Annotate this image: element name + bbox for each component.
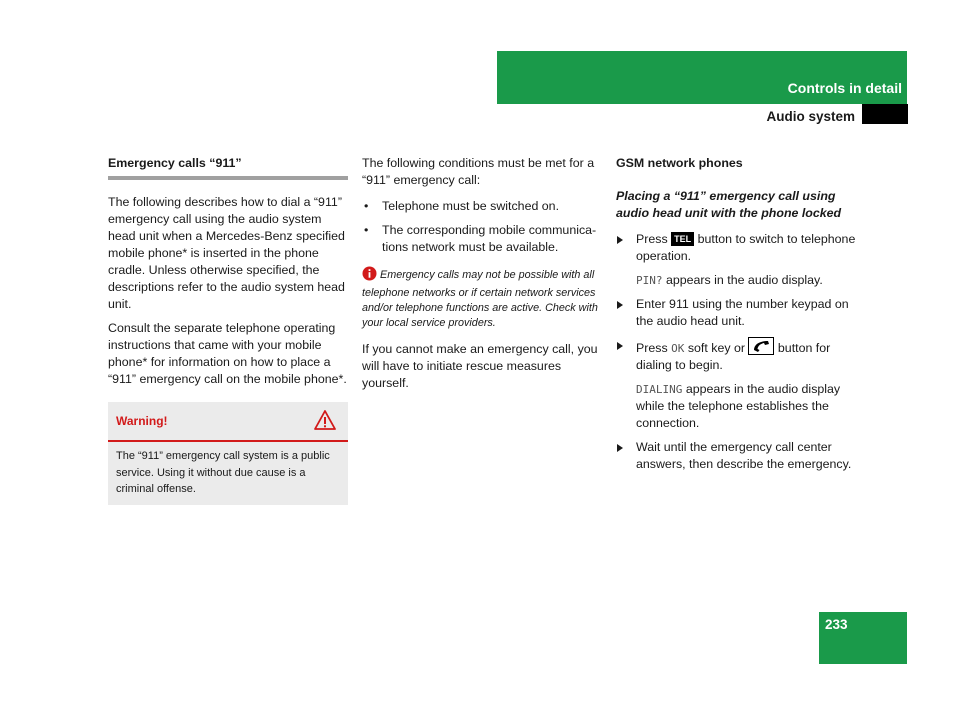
arrow-bullet-icon (617, 444, 623, 452)
step-text: Press (636, 341, 668, 355)
step-enter-911 (616, 296, 856, 330)
placing-call-subheading: Placing a “911” emergency call using audio head unit with the phone locked (616, 189, 842, 220)
intro-paragraph: The following describes how to dial a “911” emergency call using the audio system head unit when a Mercedes-Benz specified mobile phone* is inserted in the phone cradle. Unless otherwise specified, the descriptions refer to the audio system head unit. (108, 195, 345, 311)
dialing-display-note (616, 381, 856, 432)
step-text: soft key or (687, 341, 745, 355)
arrow-bullet-icon (617, 236, 623, 244)
list-item (362, 222, 602, 256)
pin-text: appears in the audio display. (665, 273, 823, 287)
step-text: Press (636, 232, 668, 246)
warning-box (108, 402, 348, 505)
gsm-heading: GSM network phones (616, 156, 743, 170)
column-2 (362, 155, 602, 399)
ok-key: OK (671, 342, 685, 355)
rescue-paragraph: If you cannot make an emergency call, you will have to initiate rescue measures yourself. (362, 342, 598, 390)
consult-paragraph: Consult the separate telephone operating instructions that came with your mobile phone* for information on how to place a “911” emergency call on the mobile phone*. (108, 321, 347, 386)
dialing-display: DIALING (636, 383, 683, 396)
conditions-intro: The following conditions must be met for a “911” emergency call: (362, 156, 595, 187)
emergency-heading: Emergency calls “911” (108, 155, 348, 180)
condition-text: The corresponding mobile communica-tions network must be available. (382, 223, 597, 254)
section-title: Controls in detail (787, 80, 902, 96)
step-wait (616, 439, 856, 473)
arrow-bullet-icon (617, 301, 623, 309)
step-press-tel (616, 231, 856, 265)
step-text: button to switch to telephone operation. (636, 232, 856, 263)
bullet-dot: • (364, 199, 369, 213)
warning-header (108, 402, 348, 442)
conditions-list (362, 198, 602, 256)
phone-handset-icon (748, 337, 774, 355)
step-press-ok (616, 337, 856, 374)
arrow-bullet-icon (617, 342, 623, 350)
column-1 (108, 155, 348, 505)
pin-display: PIN? (636, 274, 663, 287)
list-item (362, 198, 602, 215)
tel-key-icon: TEL (671, 232, 694, 246)
warning-label: Warning! (116, 414, 168, 428)
info-icon (362, 266, 377, 286)
column-3 (616, 155, 856, 480)
warning-text: The “911” emergency call system is a public service. Using it without due cause is a criminal offense. (116, 450, 330, 495)
page-number: 233 (825, 617, 848, 632)
warning-triangle-icon (314, 410, 336, 435)
condition-text: Telephone must be switched on. (382, 199, 560, 213)
step-text: Wait until the emergency call center answers, then describe the emergency. (636, 440, 852, 471)
section-subtitle: Audio system (766, 109, 855, 124)
info-text: Emergency calls may not be possible with all telephone networks or if certain network services and/or telephone functions are active. Check with your local service providers. (362, 269, 598, 329)
step-text: button for dialing to begin. (636, 341, 831, 372)
bullet-dot: • (364, 223, 369, 237)
subtitle-tab (862, 104, 908, 124)
step-text: Enter 911 using the number keypad on the audio head unit. (636, 297, 849, 328)
pin-display-note (616, 272, 856, 289)
dialing-text: appears in the audio display while the telephone establishes the connection. (636, 382, 841, 430)
info-note (362, 266, 602, 331)
